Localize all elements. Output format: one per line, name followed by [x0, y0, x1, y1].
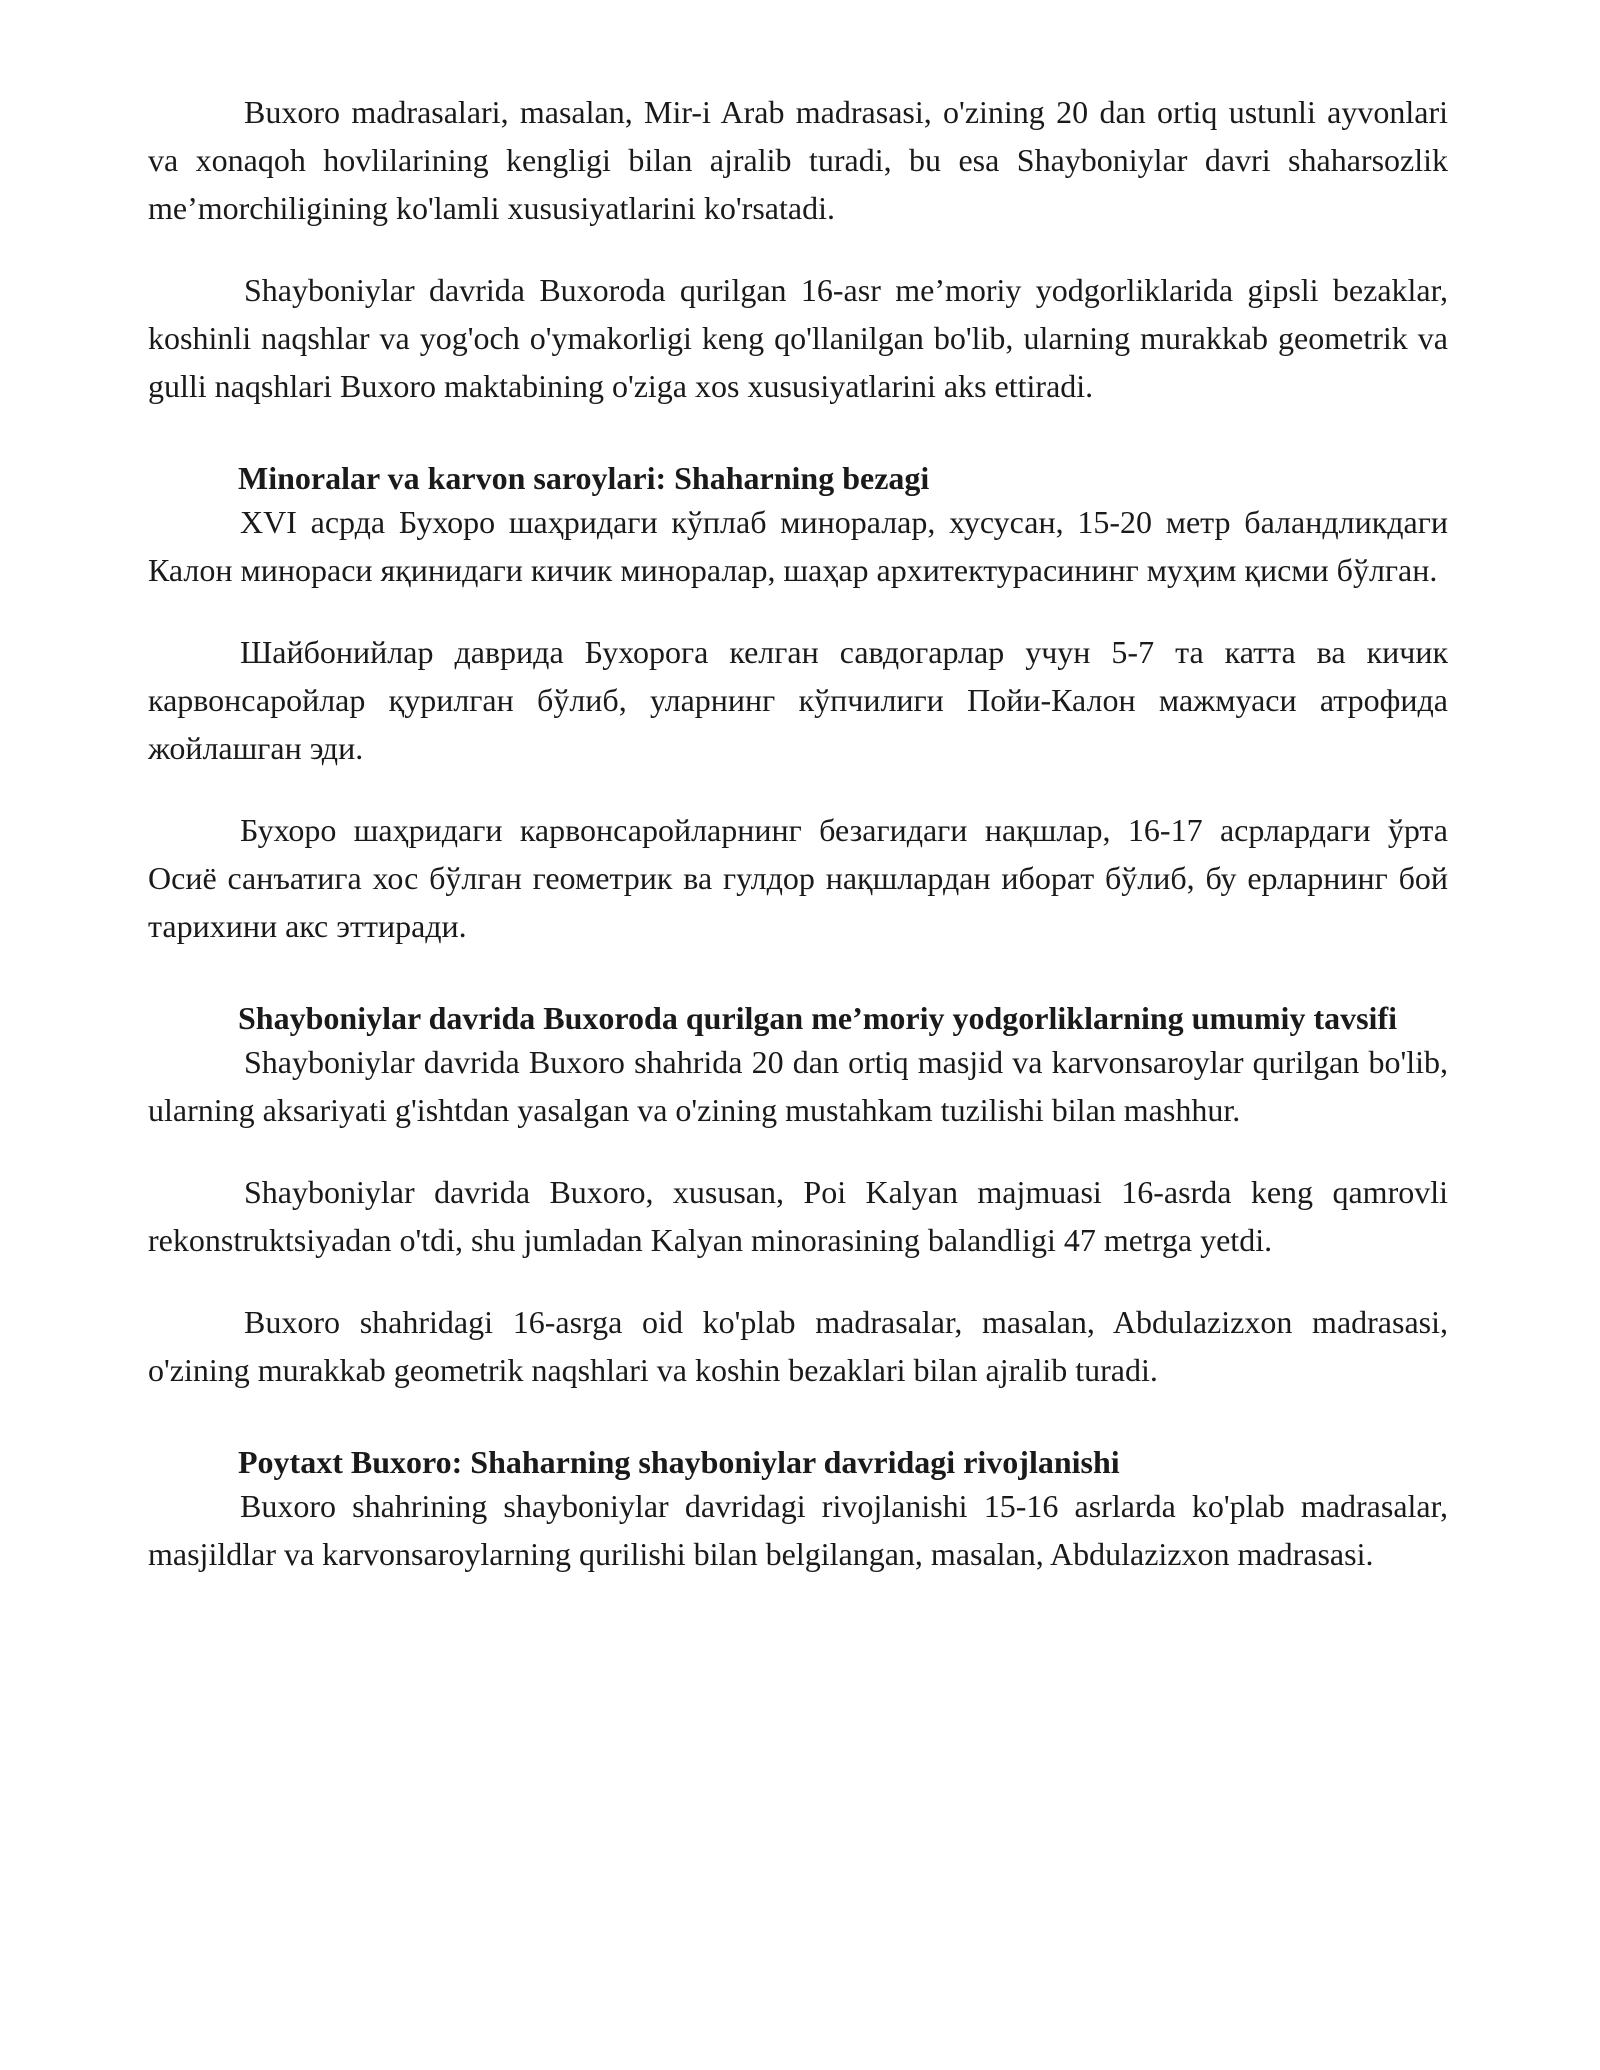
- paragraph-abdulazizxon: Buxoro shahridagi 16-asrga oid ko'plab madrasalar, masalan, Abdulazizxon madrasasi, o'zining murakkab geometrik naqshlari va koshin bezaklari bilan ajralib turadi.: [148, 1304, 1448, 1388]
- paragraph-poi-kalyan: Shayboniylar davrida Buxoro, xususan, Poi Kalyan majmuasi 16-asrda keng qamrovli rekonstruktsiyadan o'tdi, shu jumladan Kalyan minorasining balandligi 47 metrga yetdi.: [148, 1174, 1448, 1258]
- paragraph-ornaments: Бухоро шаҳридаги карвонсаройларнинг безагидаги нақшлар, 16-17 асрлардаги ўрта Осиё санъатига хос бўлган геометрик ва гулдор нақшлардан иборат бўлиб, бу ерларнинг бой тарихини акс эттиради.: [148, 812, 1448, 944]
- paragraph-caravanserais: Шайбонийлар даврида Бухорога келган савдогарлар учун 5-7 та катта ва кичик карвонсаройлар қурилган бўлиб, уларнинг кўпчилиги Пойи-Калон мажмуаси атрофида жойлашган эди.: [148, 634, 1448, 766]
- paragraph-decorations: Shayboniylar davrida Buxoroda qurilgan 16-asr me’moriy yodgorliklarida gipsli bezaklar, koshinli naqshlar va yog'och o'ymakorligi keng qo'llanilgan bo'lib, ularning murakkab geometrik va gulli naqshlari Buxoro maktabining o'ziga xos xususiyatlarini aks ettiradi.: [148, 272, 1448, 404]
- heading-general-description: Shayboniylar davrida Buxoroda qurilgan me’moriy yodgorliklarning umumiy tavsifi: [238, 1000, 1397, 1036]
- heading-minarets-caravanserais: Minoralar va karvon saroylari: Shaharning bezagi: [238, 460, 930, 496]
- paragraph-minarets: XVI асрда Бухоро шаҳридаги кўплаб миноралар, хусусан, 15-20 метр баландликдаги Калон минораси яқинидаги кичик миноралар, шаҳар архитектурасининг муҳим қисми бўлган.: [148, 504, 1448, 588]
- document-page: [148, 88, 1448, 1578]
- paragraph-city-development: Buxoro shahrining shayboniylar davridagi rivojlanishi 15-16 asrlarda ko'plab madrasalar, masjildlar va karvonsaroylarning qurilishi bilan belgilangan, masalan, Abdulazizxon madrasasi.: [148, 1488, 1448, 1572]
- paragraph-mir-i-arab: Buxoro madrasalari, masalan, Mir-i Arab madrasasi, o'zining 20 dan ortiq ustunli ayvonlari va xonaqoh hovlilarining kengligi bilan ajralib turadi, bu esa Shayboniylar davri shaharsozlik me’morchiligining ko'lamli xususiyatlarini ko'rsatadi.: [148, 94, 1448, 226]
- paragraph-mosques: Shayboniylar davrida Buxoro shahrida 20 dan ortiq masjid va karvonsaroylar qurilgan bo'lib, ularning aksariyati g'ishtdan yasalgan va o'zining mustahkam tuzilishi bilan mashhur.: [148, 1044, 1448, 1128]
- heading-capital-bukhara: Poytaxt Buxoro: Shaharning shayboniylar davridagi rivojlanishi: [238, 1444, 1120, 1480]
